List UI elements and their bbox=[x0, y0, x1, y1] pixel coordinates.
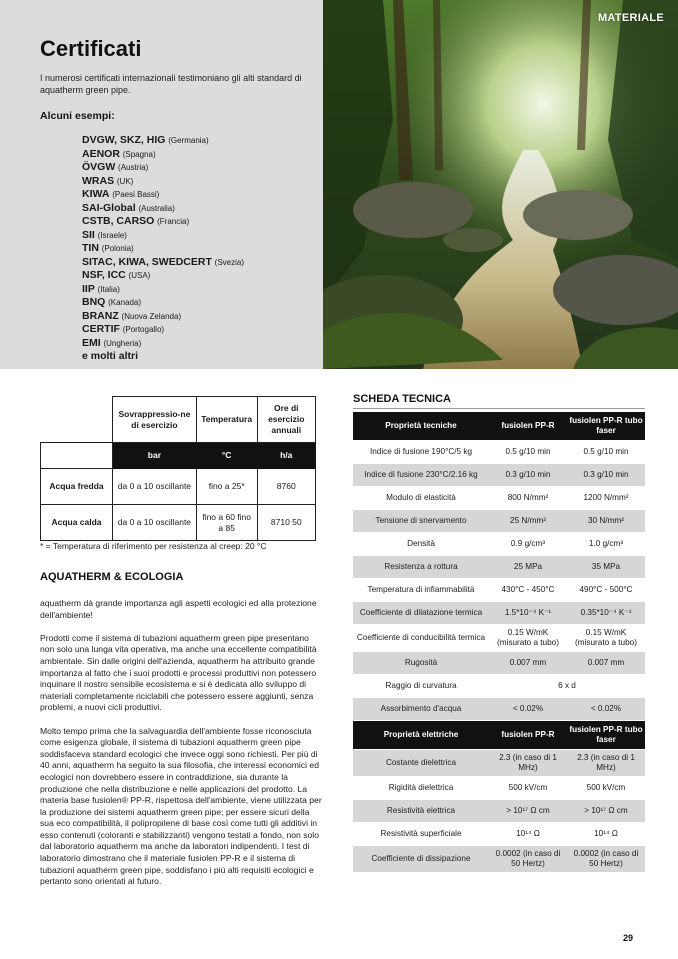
tech-row bbox=[353, 652, 645, 674]
header-temperature: Temperatura bbox=[196, 397, 257, 443]
value-cell: 1200 N/mm² bbox=[567, 487, 645, 509]
certificate-country: (Germania) bbox=[168, 136, 209, 145]
certificate-item bbox=[82, 256, 244, 270]
certificate-name: CSTB, CARSO bbox=[82, 215, 155, 227]
value-cell: 800 N/mm² bbox=[489, 487, 567, 509]
tech-header-row bbox=[353, 412, 645, 440]
property-cell: Modulo di elasticità bbox=[353, 487, 489, 509]
certificate-country: (Svezia) bbox=[214, 257, 245, 267]
certificate-item bbox=[82, 215, 244, 229]
value-cell: 10¹⁴ Ω bbox=[567, 823, 645, 845]
ecology-heading: AQUATHERM & ECOLOGIA bbox=[40, 571, 184, 583]
top-section bbox=[0, 0, 678, 369]
property-cell: Tensione di snervamento bbox=[353, 510, 489, 532]
certificate-item bbox=[82, 296, 244, 310]
row-temperature: fino a 25* bbox=[196, 469, 257, 505]
tech-row bbox=[353, 800, 645, 822]
row-hours: 8760 bbox=[257, 469, 315, 505]
value-cell: 1.0 g/cm³ bbox=[567, 533, 645, 555]
pressure-note: * = Temperatura di riferimento per resistenza al creep: 20 °C bbox=[40, 541, 267, 551]
unit-hours: h/a bbox=[257, 443, 315, 469]
value-cell: 490°C - 500°C bbox=[567, 579, 645, 601]
value-cell: > 10¹⁷ Ω cm bbox=[489, 800, 567, 822]
property-cell: Resistenza a rottura bbox=[353, 556, 489, 578]
value-cell: 25 N/mm² bbox=[489, 510, 567, 532]
tech-heading-rule bbox=[353, 408, 645, 409]
certificate-country: (Spagna) bbox=[122, 149, 156, 159]
certificate-item bbox=[82, 134, 244, 148]
certificate-country: (Polonia) bbox=[101, 244, 134, 253]
property-cell: Indice di fusione 230°C/2.16 kg bbox=[353, 464, 489, 486]
pressure-units-row bbox=[41, 443, 316, 469]
tech-row bbox=[353, 464, 645, 486]
certificate-item bbox=[82, 175, 244, 189]
certificate-name: KIWA bbox=[82, 188, 110, 200]
property-cell: Temperatura di infiammabilità bbox=[353, 579, 489, 601]
certificate-country: (Kanada) bbox=[108, 298, 142, 307]
certificate-country: (Australia) bbox=[138, 203, 175, 213]
certificate-country: (Austria) bbox=[118, 163, 149, 172]
certificate-name: e molti altri bbox=[82, 350, 139, 362]
value-cell: 0.15 W/mK (misurato a tubo) bbox=[567, 625, 645, 651]
certificate-item bbox=[82, 229, 244, 243]
value-cell: < 0.02% bbox=[489, 698, 567, 720]
value-cell: 0.007 mm bbox=[489, 652, 567, 674]
certificate-name: WRAS bbox=[82, 174, 115, 187]
certificate-item bbox=[82, 148, 244, 162]
tech-row bbox=[353, 602, 645, 624]
value-cell: 0.5 g/10 min bbox=[489, 441, 567, 463]
certificate-list bbox=[82, 134, 244, 364]
value-cell: 30 N/mm² bbox=[567, 510, 645, 532]
row-pressure: da 0 a 10 oscillante bbox=[113, 505, 197, 541]
value-cell: 2.3 (in caso di 1 MHz) bbox=[489, 750, 567, 776]
certificate-name: SITAC, KIWA, SWEDCERT bbox=[82, 255, 212, 268]
value-cell: 2.3 (in caso di 1 MHz) bbox=[567, 750, 645, 776]
property-cell: Raggio di curvatura bbox=[353, 675, 489, 697]
pressure-header-row bbox=[41, 397, 316, 443]
certificate-item bbox=[82, 350, 244, 364]
page-number: 29 bbox=[623, 933, 634, 943]
forest-stream-photo bbox=[323, 0, 678, 369]
unit-celsius: °C bbox=[196, 443, 257, 469]
certificate-name: TIN bbox=[82, 242, 99, 254]
value-cell: 0.0002 (in caso di 50 Hertz) bbox=[567, 846, 645, 872]
certificates-title: Certificati bbox=[40, 36, 142, 61]
property-cell: Coefficiente di dilatazione termica bbox=[353, 602, 489, 624]
value-cell: 500 kV/cm bbox=[567, 777, 645, 799]
tech-row bbox=[353, 556, 645, 578]
certificate-item bbox=[82, 269, 244, 283]
value-cell: 0.0002 (in caso di 50 Hertz) bbox=[489, 846, 567, 872]
tech-row bbox=[353, 846, 645, 872]
row-temperature: fino a 60 fino a 85 bbox=[196, 505, 257, 541]
property-cell: Rugosità bbox=[353, 652, 489, 674]
row-label: Acqua calda bbox=[41, 505, 113, 541]
row-hours: 8710 50 bbox=[257, 505, 315, 541]
elec-header-row bbox=[353, 721, 645, 749]
unit-bar: bar bbox=[113, 443, 197, 469]
certificate-country: (Israele) bbox=[97, 230, 127, 240]
certificate-item bbox=[82, 323, 244, 337]
value-cell: 6 x d bbox=[489, 675, 645, 697]
value-cell: 0.35*10⁻⁴ K⁻¹ bbox=[567, 602, 645, 624]
value-cell: 430°C - 450°C bbox=[489, 579, 567, 601]
property-cell: Coefficiente di conducibilità termica bbox=[353, 625, 489, 651]
certificate-country: (Paesi Bassi) bbox=[112, 190, 160, 199]
header-cell: fusiolen PP-R bbox=[489, 721, 567, 749]
certificate-name: CERTIF bbox=[82, 323, 120, 335]
certificate-item bbox=[82, 202, 244, 216]
property-cell: Assorbimento d'acqua bbox=[353, 698, 489, 720]
header-pressure: Sovrappressio-ne di esercizio bbox=[113, 397, 197, 443]
certificate-country: (USA) bbox=[128, 271, 151, 280]
pressure-table bbox=[40, 396, 316, 541]
property-cell: Resistività superficiale bbox=[353, 823, 489, 845]
certificate-country: (Nuova Zelanda) bbox=[121, 311, 182, 321]
certificate-item bbox=[82, 283, 244, 297]
tech-row bbox=[353, 510, 645, 532]
certificate-item bbox=[82, 310, 244, 324]
header-cell: Proprietà tecniche bbox=[353, 412, 489, 440]
ecology-paragraph: aquatherm dà grande importanza agli aspetti ecologici ed alla protezione dell'ambiente! bbox=[40, 598, 317, 620]
value-cell: 0.15 W/mK (misurato a tubo) bbox=[489, 625, 567, 651]
certificates-intro: I numerosi certificati internazionali testimoniano gli alti standard di aquatherm green pipe. bbox=[40, 73, 302, 95]
row-label: Acqua fredda bbox=[41, 469, 113, 505]
certificate-country: (UK) bbox=[116, 176, 134, 186]
ecology-paragraph: Prodotti come il sistema di tubazioni aquatherm green pipe presentano non solo una lunga vita operativa, ma anche una eccellente compatibilità ambientale. Sin dalle origini dell'azienda, aquatherm ha attribuito grande importanza al fatto che i suoi prodotti e processi produttivi non potessero inquinare il nostro sensibile ecosistema e si è dedicata allo sviluppo di materiali completamente riciclabili che potessero essere aggiunti, senza problemi, a nuovi cicli produttivi. bbox=[40, 632, 317, 713]
examples-heading: Alcuni esempi: bbox=[40, 110, 115, 122]
header-cell: fusiolen PP-R tubo faser bbox=[567, 721, 645, 749]
value-cell: 10¹⁴ Ω bbox=[489, 823, 567, 845]
property-cell: Rigidità dielettrica bbox=[353, 777, 489, 799]
certificate-name: EMI bbox=[82, 336, 101, 349]
ecology-body bbox=[40, 598, 324, 899]
property-cell: Costante dielettrica bbox=[353, 750, 489, 776]
certificate-item bbox=[82, 337, 244, 351]
header-hours: Ore di esercizio annuali bbox=[257, 397, 315, 443]
row-pressure: da 0 a 10 oscillante bbox=[113, 469, 197, 505]
certificate-name: SAI-Global bbox=[82, 201, 136, 214]
certificate-item bbox=[82, 188, 244, 202]
certificates-panel bbox=[0, 0, 323, 369]
value-cell: 25 MPa bbox=[489, 556, 567, 578]
header-cell: Proprietà elettriche bbox=[353, 721, 489, 749]
tech-row bbox=[353, 675, 645, 697]
tech-row bbox=[353, 777, 645, 799]
tech-sheet-heading: SCHEDA TECNICA bbox=[353, 393, 451, 405]
value-cell: 35 MPa bbox=[567, 556, 645, 578]
certificate-name: IIP bbox=[82, 282, 95, 295]
tech-sheet-table bbox=[353, 411, 645, 873]
value-cell: 0.9 g/cm³ bbox=[489, 533, 567, 555]
certificate-name: NSF, ICC bbox=[82, 269, 126, 281]
forest-stream-image bbox=[323, 0, 678, 369]
value-cell: > 10¹⁷ Ω cm bbox=[567, 800, 645, 822]
tech-row bbox=[353, 533, 645, 555]
certificate-name: BRANZ bbox=[82, 309, 119, 322]
tech-row bbox=[353, 487, 645, 509]
tech-row bbox=[353, 441, 645, 463]
value-cell: 1.5*10⁻⁴ K⁻¹ bbox=[489, 602, 567, 624]
certificate-item bbox=[82, 161, 244, 175]
value-cell: 0.5 g/10 min bbox=[567, 441, 645, 463]
certificate-name: AENOR bbox=[82, 147, 120, 160]
certificate-country: (Italia) bbox=[97, 284, 120, 294]
header-empty-cell bbox=[41, 397, 113, 443]
value-cell: 0.007 mm bbox=[567, 652, 645, 674]
certificate-country: (Francia) bbox=[157, 217, 190, 226]
pressure-row-hot bbox=[41, 505, 316, 541]
property-cell: Densità bbox=[353, 533, 489, 555]
tech-row bbox=[353, 750, 645, 776]
certificate-name: DVGW, SKZ, HIG bbox=[82, 134, 166, 146]
header-cell: fusiolen PP-R tubo faser bbox=[567, 412, 645, 440]
value-cell: < 0.02% bbox=[567, 698, 645, 720]
property-cell: Coefficiente di dissipazione bbox=[353, 846, 489, 872]
tech-row bbox=[353, 823, 645, 845]
units-empty-cell bbox=[41, 443, 113, 469]
property-cell: Indice di fusione 190°C/5 kg bbox=[353, 441, 489, 463]
tech-row bbox=[353, 579, 645, 601]
certificate-name: ÖVGW bbox=[82, 161, 116, 173]
certificate-name: SII bbox=[82, 228, 95, 241]
value-cell: 0.3 g/10 min bbox=[567, 464, 645, 486]
header-cell: fusiolen PP-R bbox=[489, 412, 567, 440]
certificate-country: (Ungheria) bbox=[103, 338, 142, 348]
ecology-paragraph: Molto tempo prima che la salvaguardia dell'ambiente fosse riconosciuta come esigenza globale, il sistema di tubazioni aquatherm green pipe soddisfaceva standard ecologici che invece oggi sono richiesti. Per più di 40 anni, aquatherm ha seguito la sua filosofia, che interessi economici ed ecologici non dovrebbero essere in contraddizione, sia durante la produzione che nella distribuzione e nelle applicazioni del prodotto. La materia base fusiolen® PP-R, rispettosa dell'ambiente, viene utilizzata per la produzione dei sistemi aquatherm green pipe; per essere sicuri della sua eco compatibilità, il polipropilene di base così come tutti gli additivi in esso contenuti (coloranti e stabilizzanti) vengono testati a fondo, non solo dal laboratorio aquatherm ma anche da laboratori indipendenti. I test di laboratorio dimostrano che il materiale fusiolen PP-R e il sistema di tubazioni aquatherm green pipe, soddisfano i più alti requisiti ecologici e pertanto sono orientati al futuro. bbox=[40, 725, 322, 887]
value-cell: 500 kV/cm bbox=[489, 777, 567, 799]
section-tag: MATERIALE bbox=[597, 12, 664, 24]
certificate-item bbox=[82, 242, 244, 256]
pressure-row-cold bbox=[41, 469, 316, 505]
property-cell: Resistività elettrica bbox=[353, 800, 489, 822]
tech-row bbox=[353, 698, 645, 720]
tech-row bbox=[353, 625, 645, 651]
certificate-country: (Portogallo) bbox=[122, 325, 165, 334]
certificate-name: BNQ bbox=[82, 296, 106, 308]
value-cell: 0.3 g/10 min bbox=[489, 464, 567, 486]
